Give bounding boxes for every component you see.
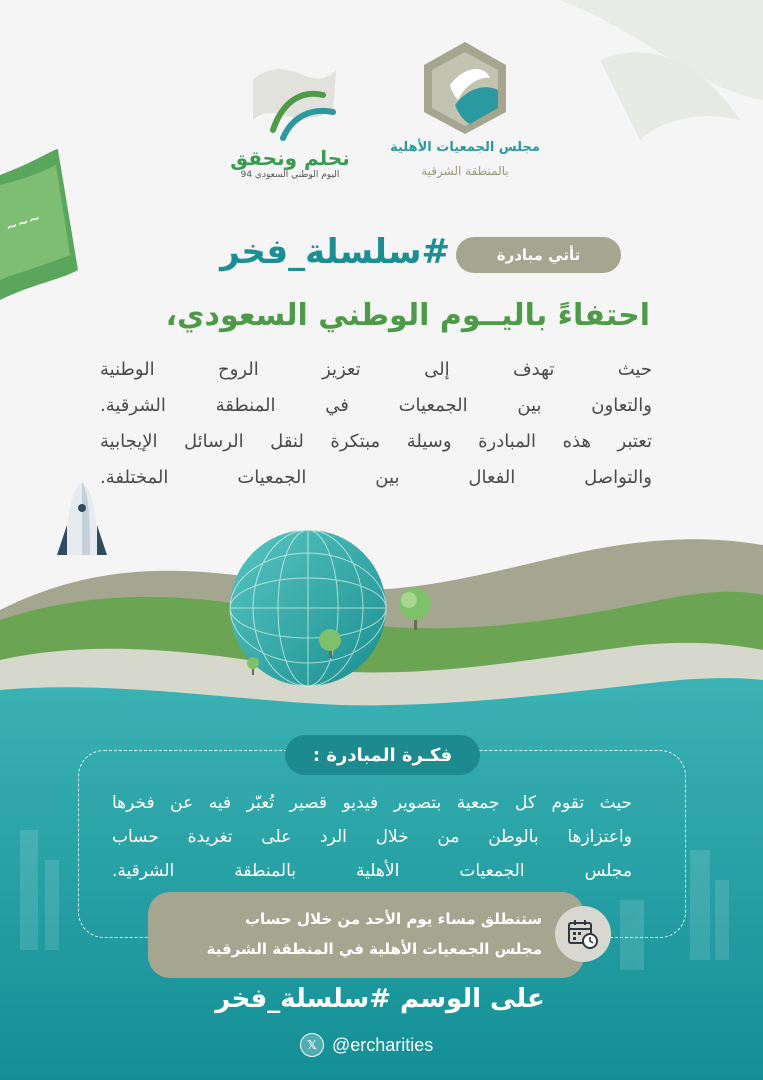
intro-line: تعتبر هذه المبادرة وسيلة مبتكرة لنقل الرسائل الإيجابية bbox=[100, 431, 652, 452]
idea-paragraph bbox=[112, 786, 632, 888]
council-logo-icon bbox=[420, 40, 510, 135]
calendar-badge bbox=[555, 906, 611, 962]
idea-line: مجلس الجمعيات الأهلية بالمنطقة الشرقية. bbox=[112, 861, 632, 881]
national-day-subtitle: اليوم الوطني السعودي 94 bbox=[240, 170, 340, 180]
intro-line: حيث تهدف إلى تعزيز الروح الوطنية bbox=[100, 359, 652, 380]
social-handle[interactable]: @ercharities bbox=[332, 1034, 434, 1055]
launch-line: ستنطلق مساء يوم الأحد من خلال حساب bbox=[244, 910, 542, 928]
intro-line: والتواصل الفعال بين الجمعيات المختلفة. bbox=[100, 467, 652, 488]
x-icon: 𝕏 bbox=[300, 1033, 324, 1057]
celebration-subtitle: احتفاءً باليــوم الوطني السعودي، bbox=[165, 298, 650, 333]
social-handle-row[interactable] bbox=[300, 1032, 433, 1058]
national-day-title: نحلم ونحقق bbox=[230, 146, 350, 170]
council-logo-name: مجلس الجمعيات الأهلية bbox=[390, 140, 540, 155]
launch-paragraph bbox=[160, 904, 542, 964]
launch-line: مجلس الجمعيات الأهلية في المنطقة الشرقية bbox=[206, 940, 542, 958]
idea-line: حيث تقوم كل جمعية بتصوير فيديو قصير تُعبّر فيه عن فخرها bbox=[112, 793, 632, 813]
calendar-clock-icon bbox=[566, 917, 600, 951]
council-logo-region: بالمنطقة الشرقية bbox=[421, 164, 509, 178]
hashtag-title: #سلسلة_فخر bbox=[220, 232, 450, 272]
intro-paragraph bbox=[100, 352, 652, 496]
tower-icon bbox=[55, 480, 110, 560]
svg-text:~~~: ~~~ bbox=[4, 210, 43, 237]
idea-title-pill: فكـرة المبادرة : bbox=[285, 735, 480, 775]
flag-icon bbox=[0, 149, 78, 300]
initiative-pill: تأتي مبادرة bbox=[456, 237, 621, 273]
footer-hashtag: على الوسم #سلسلة_فخر bbox=[215, 984, 545, 1014]
idea-line: واعتزازها بالوطن من خلال الرد على تغريدة حساب bbox=[112, 827, 632, 847]
national-day-logo-icon bbox=[248, 60, 343, 145]
intro-line: والتعاون بين الجمعيات في المنطقة الشرقية. bbox=[100, 395, 652, 416]
